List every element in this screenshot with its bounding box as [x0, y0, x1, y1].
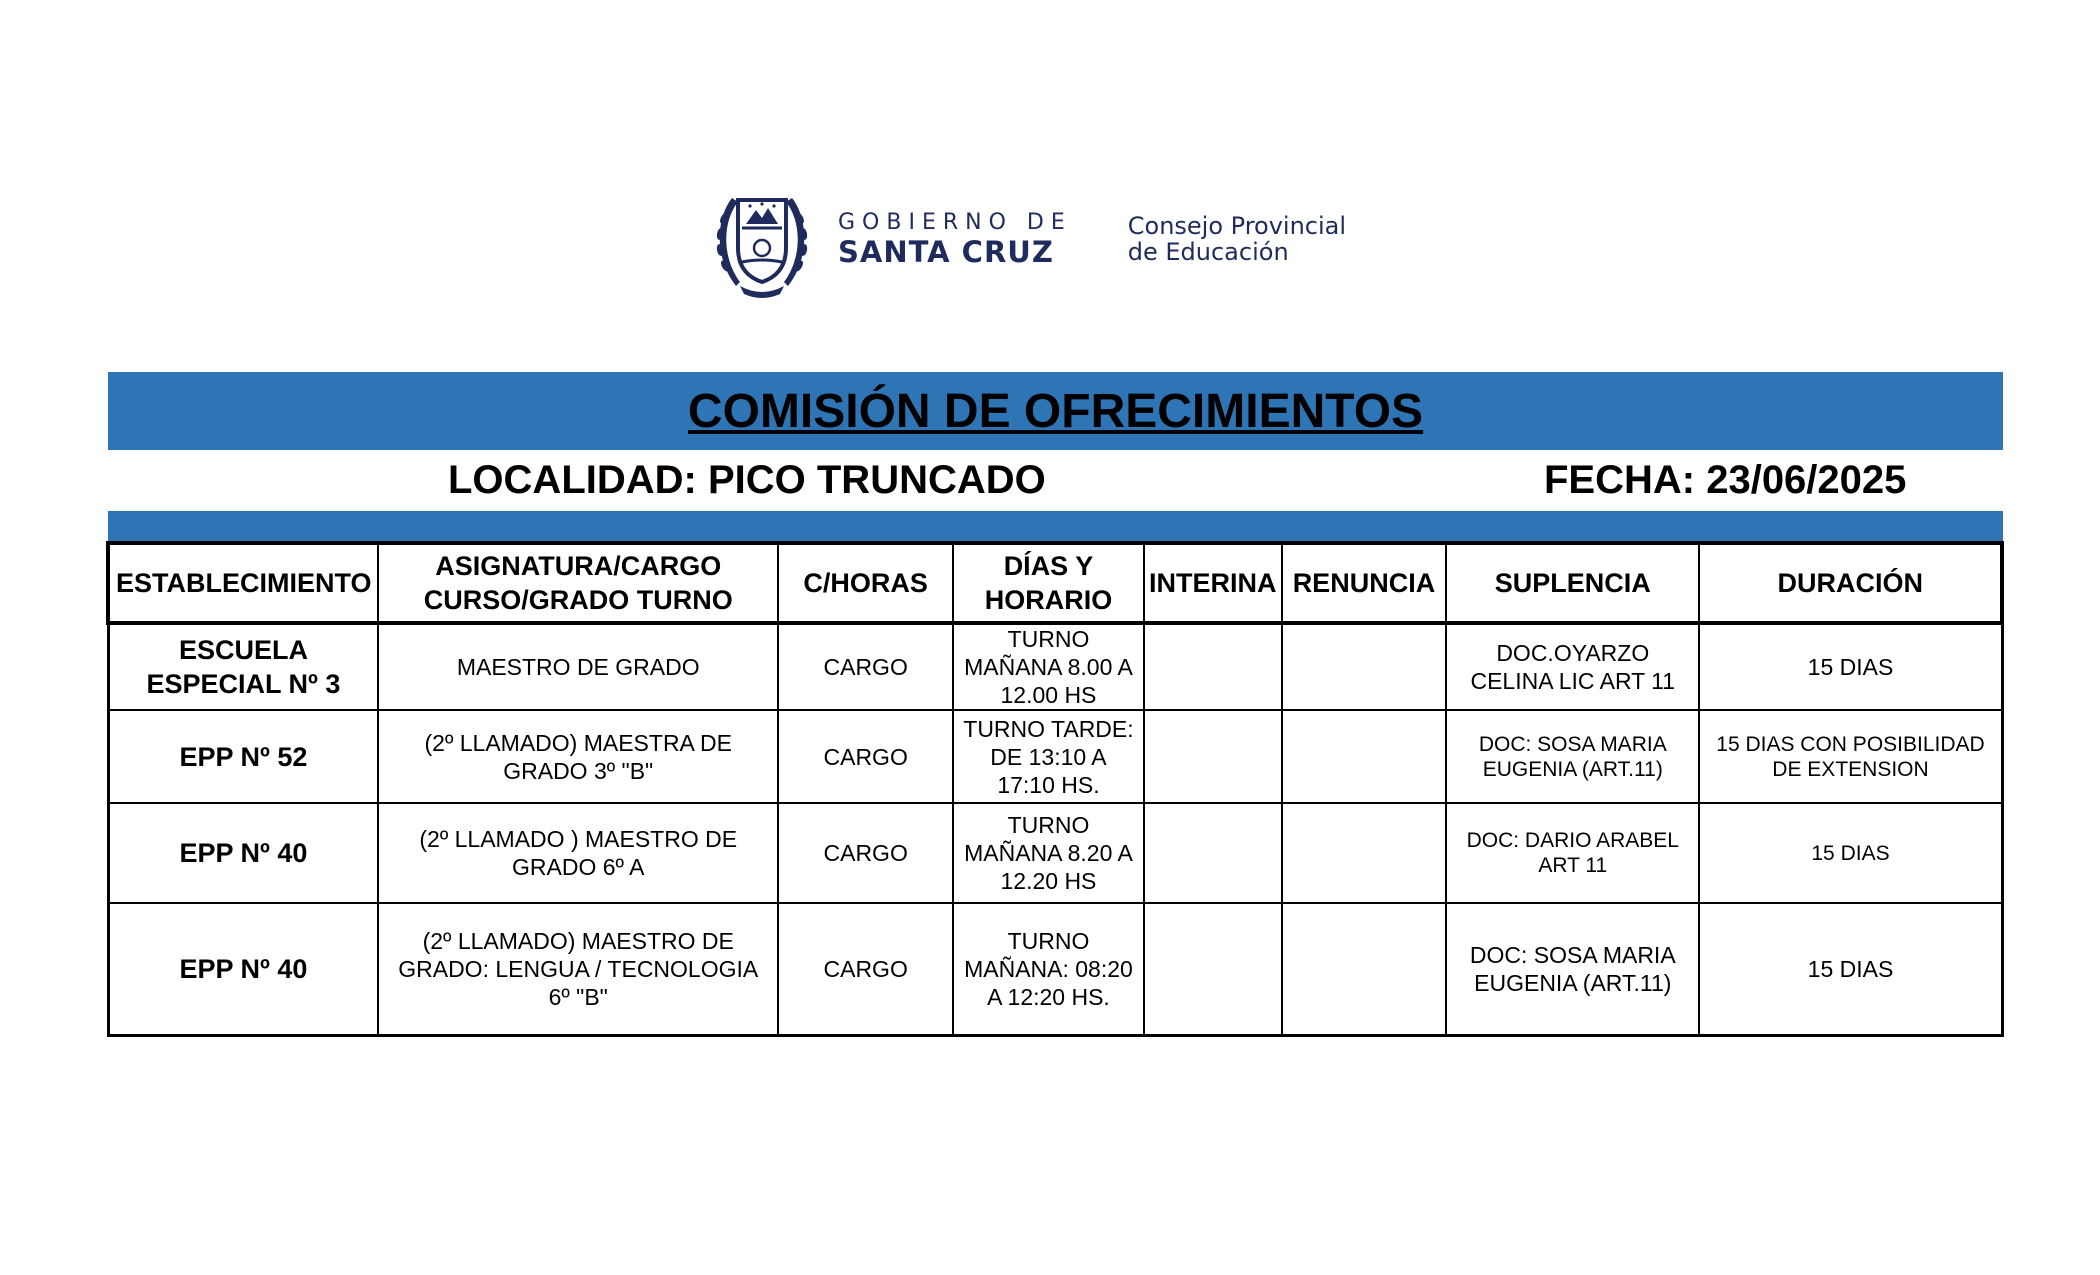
- page-title: COMISIÓN DE OFRECIMIENTOS: [687, 384, 1424, 438]
- cell-duracion: 15 DIAS: [1699, 903, 2002, 1035]
- cell-dias: TURNO TARDE: DE 13:10 A 17:10 HS.: [953, 710, 1143, 803]
- cell-choras: CARGO: [778, 803, 953, 903]
- header-choras: C/HORAS: [778, 543, 953, 623]
- consejo-line2: de Educación: [1127, 238, 1289, 266]
- cell-renuncia: [1282, 903, 1446, 1035]
- gov-line1: GOBIERNO DE: [838, 210, 1072, 235]
- consejo-name: [1128, 213, 1346, 265]
- cell-asignatura: MAESTRO DE GRADO: [378, 623, 778, 710]
- cell-choras: CARGO: [778, 710, 953, 803]
- header-establecimiento: ESTABLECIMIENTO: [108, 543, 378, 623]
- separator-band: [108, 511, 2003, 541]
- header-suplencia: SUPLENCIA: [1446, 543, 1699, 623]
- cell-interina: [1144, 710, 1282, 803]
- cell-asignatura: (2º LLAMADO) MAESTRO DE GRADO: LENGUA / TECNOLOGIA 6º "B": [378, 903, 778, 1035]
- header-dias: DÍAS Y HORARIO: [953, 543, 1143, 623]
- cell-suplencia: DOC.OYARZO CELINA LIC ART 11: [1446, 623, 1699, 710]
- cell-duracion: 15 DIAS: [1699, 803, 2002, 903]
- cell-renuncia: [1282, 803, 1446, 903]
- ofrecimientos-table: [106, 541, 2004, 1037]
- cell-renuncia: [1282, 623, 1446, 710]
- consejo-line1: Consejo Provincial: [1127, 212, 1347, 240]
- table-row: [108, 803, 2002, 903]
- cell-choras: CARGO: [778, 903, 953, 1035]
- cell-renuncia: [1282, 710, 1446, 803]
- cell-interina: [1144, 803, 1282, 903]
- cell-duracion: 15 DIAS: [1699, 623, 2002, 710]
- header-logo: [710, 178, 1346, 300]
- cell-interina: [1144, 623, 1282, 710]
- cell-suplencia: DOC: SOSA MARIA EUGENIA (ART.11): [1446, 710, 1699, 803]
- table-row: [108, 903, 2002, 1035]
- localidad-label: LOCALIDAD: PICO TRUNCADO: [448, 458, 1046, 502]
- table-row: [108, 623, 2002, 710]
- fecha-label: FECHA: 23/06/2025: [1544, 458, 1907, 502]
- cell-asignatura: (2º LLAMADO ) MAESTRO DE GRADO 6º A: [378, 803, 778, 903]
- government-name: [838, 210, 1072, 268]
- cell-suplencia: DOC: DARIO ARABEL ART 11: [1446, 803, 1699, 903]
- header-duracion: DURACIÓN: [1699, 543, 2002, 623]
- provincial-seal-icon: [710, 178, 814, 300]
- gov-line2: SANTA CRUZ: [838, 235, 1054, 269]
- title-band: [108, 372, 2003, 450]
- cell-choras: CARGO: [778, 623, 953, 710]
- cell-dias: TURNO MAÑANA 8.00 A 12.00 HS: [953, 623, 1143, 710]
- header-asignatura: ASIGNATURA/CARGO CURSO/GRADO TURNO: [378, 543, 778, 623]
- header-renuncia: RENUNCIA: [1282, 543, 1446, 623]
- cell-duracion: 15 DIAS CON POSIBILIDAD DE EXTENSION: [1699, 710, 2002, 803]
- cell-dias: TURNO MAÑANA 8.20 A 12.20 HS: [953, 803, 1143, 903]
- header-interina: INTERINA: [1144, 543, 1282, 623]
- cell-establecimiento: EPP Nº 40: [108, 903, 378, 1035]
- cell-establecimiento: EPP Nº 52: [108, 710, 378, 803]
- cell-suplencia: DOC: SOSA MARIA EUGENIA (ART.11): [1446, 903, 1699, 1035]
- cell-dias: TURNO MAÑANA: 08:20 A 12:20 HS.: [953, 903, 1143, 1035]
- table-header-row: [108, 543, 2002, 623]
- cell-establecimiento: EPP Nº 40: [108, 803, 378, 903]
- cell-asignatura: (2º LLAMADO) MAESTRA DE GRADO 3º "B": [378, 710, 778, 803]
- cell-establecimiento: ESCUELA ESPECIAL Nº 3: [108, 623, 378, 710]
- table-row: [108, 710, 2002, 803]
- cell-interina: [1144, 903, 1282, 1035]
